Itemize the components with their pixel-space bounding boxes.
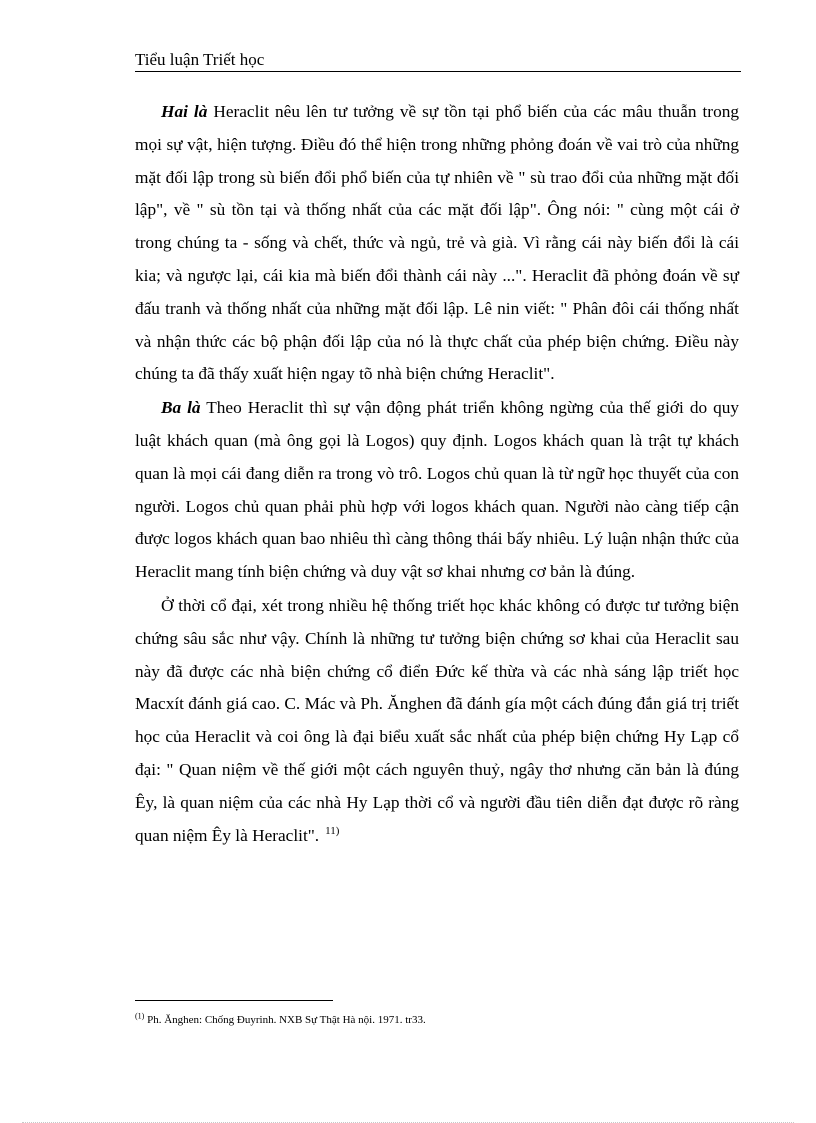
- paragraph-text: Ở thời cổ đại, xét trong nhiều hệ thống triết học khác không có được tư tưởng biện chứng sâu sắc như vậy. Chính là những tư tưởng biện chứng sơ khai của Heraclit sau này đã được các nhà biện chứng cổ điển Đức kế thừa và các nhà sáng lập triết học Macxít đánh giá cao. C. Mác và Ph. Ănghen đã đánh gía một cách đúng đắn giá trị triết học của Heraclit và coi ông là đại biểu xuất sắc nhất của phép biện chứng Hy Lạp cổ đại: " Quan niệm về thế giới một cách nguyên thuỷ, ngây thơ nhưng căn bản là đúng Êy, là quan niệm của các nhà Hy Lạp thời cổ và người đầu tiên diễn đạt được rõ ràng quan niệm Êy là Heraclit".: [135, 595, 739, 845]
- footnote-reference: 11): [325, 824, 340, 837]
- paragraph-lead: Ba là: [161, 398, 201, 418]
- footnote-marker: (1): [135, 1011, 145, 1021]
- paragraph-hai-la: [135, 96, 739, 391]
- paragraph-lead: Hai là: [161, 102, 208, 121]
- paragraph-text: Heraclit nêu lên tư tưởng về sự tồn tại phổ biến của các mâu thuẫn trong mọi sự vật, hiện tượng. Điều đó thể hiện trong những phỏng đoán về vai trò của những mặt đối lập trong sù biến đổi phổ biến của tự nhiên về " sù trao đổi của những mặt đối lập", về " sù tồn tại và thống nhất của các mặt đối lập". Ông nói: " cùng một cái ở trong chúng ta - sống và chết, thức và ngủ, trẻ và già. Vì rằng cái này biến đổi là cái kia; và ngược lại, cái kia mà biến đổi thành cái này ...". Heraclit đã phỏng đoán về sự đấu tranh và thống nhất của những mặt đối lập. Lê nin viết: " Phân đôi cái thống nhất và nhận thức các bộ phận đối lập của nó là thực chất của phép biện chứng. Điều này chúng ta đã thấy xuất hiện ngay tõ nhà biện chứng Heraclit".: [135, 102, 739, 384]
- body-text: [135, 96, 739, 853]
- running-header: Tiểu luận Triết học: [135, 50, 741, 72]
- paragraph-text: Theo Heraclit thì sự vận động phát triển không ngừng của thế giới do quy luật khách quan (mà ông gọi là Logos) quy định. Logos khách quan là trật tự khách quan là mọi cái đang diễn ra trong vò trô. Logos chủ quan là từ ngữ học thuyết của con người. Logos chủ quan phải phù hợp với logos khách quan. Người nào càng tiếp cận được logos khách quan bao nhiêu thì càng thông thái bấy nhiêu. Lý luận nhận thức của Heraclit mang tính biện chứng và duy vật sơ khai nhưng cơ bản là đúng.: [135, 398, 739, 582]
- paragraph-ba-la: [135, 392, 739, 589]
- paragraph-co-dai: [135, 590, 739, 852]
- footnote-separator: [135, 1000, 333, 1001]
- footnote: [135, 1013, 739, 1027]
- footnote-text: Ph. Ănghen: Chống Đuyrinh. NXB Sự Thật Hà nội. 1971. tr33.: [144, 1014, 426, 1026]
